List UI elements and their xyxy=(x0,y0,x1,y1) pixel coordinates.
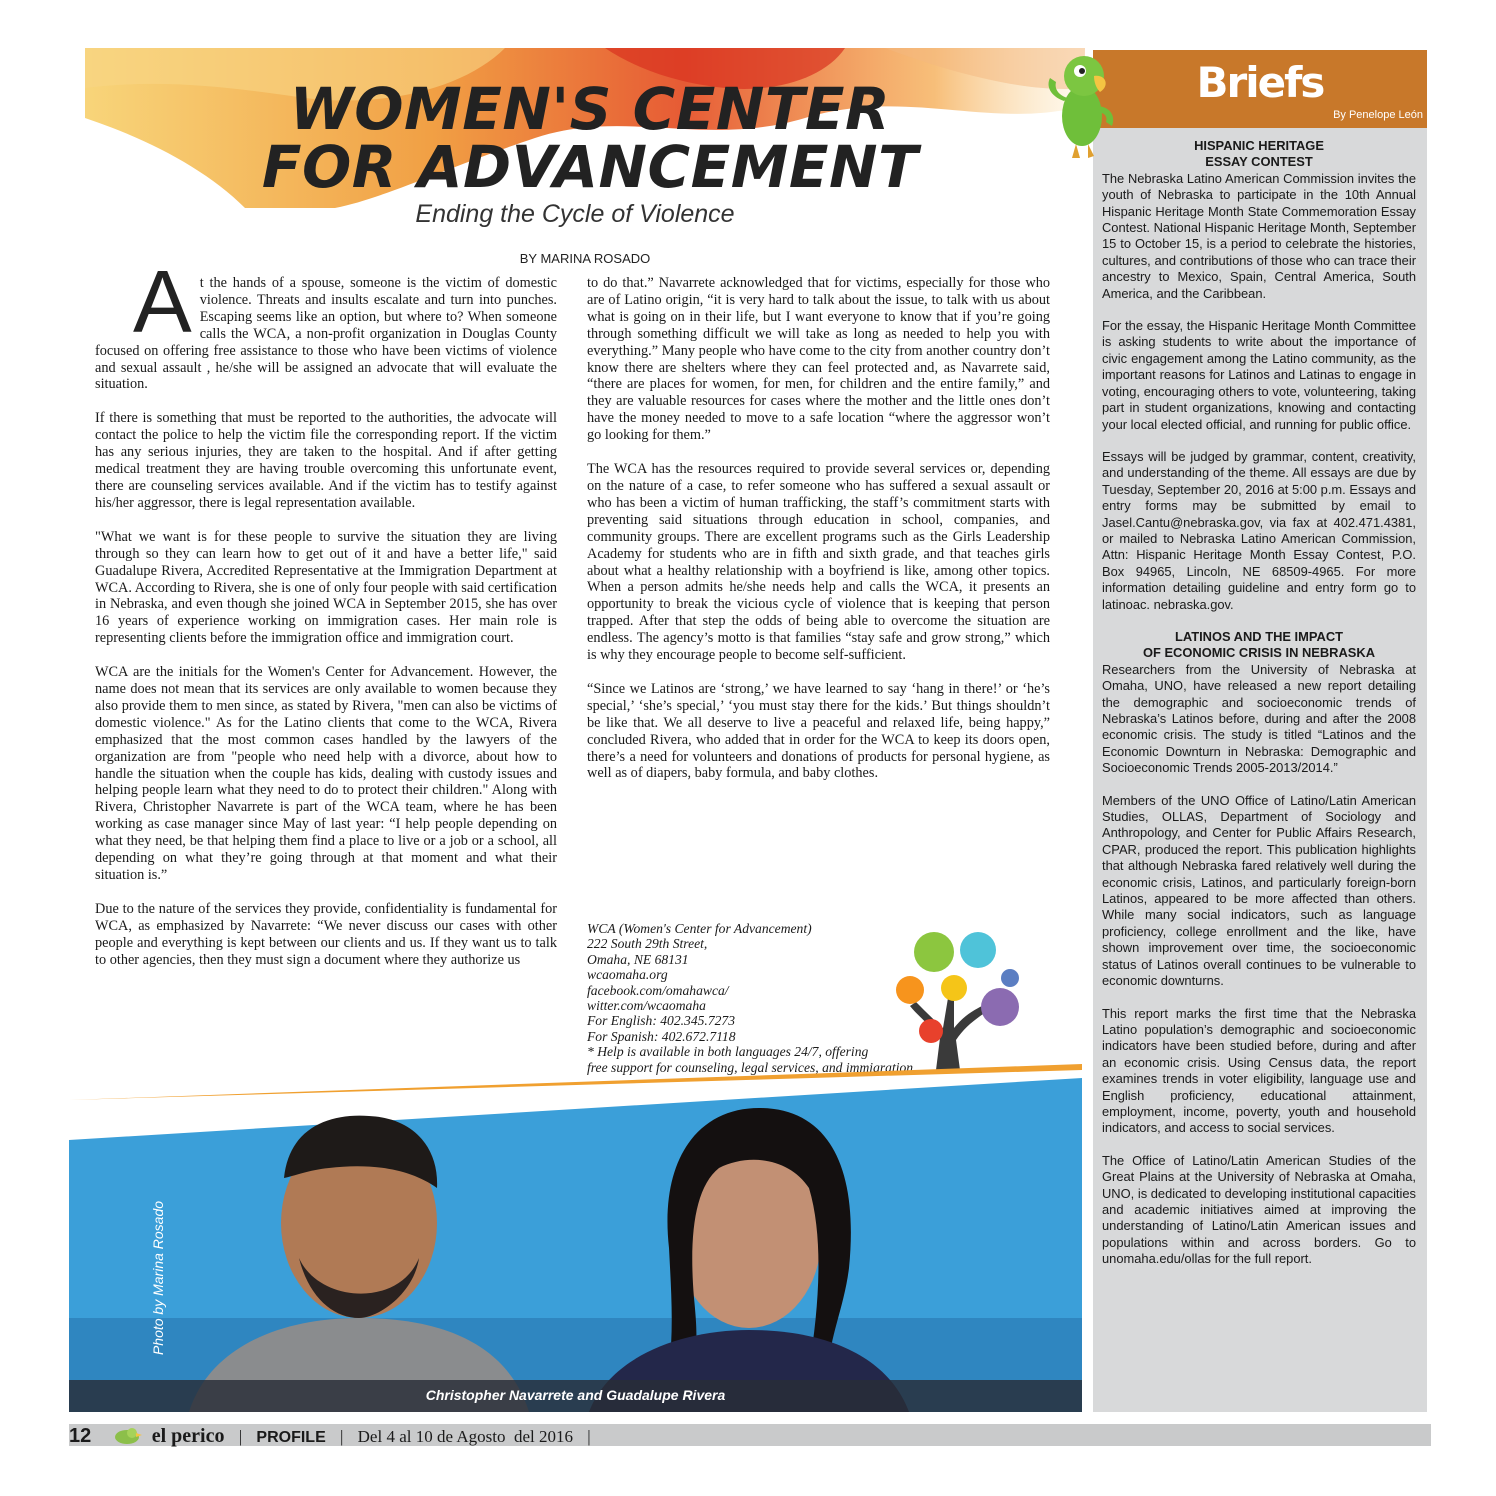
paragraph-6: to do that.” Navarrete acknowledged that for victims, especially for those who are of Latino origin, “it is very hard to talk about the issue, to talk with us about what is going on in their life, but I want everyone to know that if you’re going through something difficult we will take as long as needed to help you with everything.” Many people who have come to the city from another country don’t know there are shelters where they can feel protected and, as Navarrete said, “there are places for women, for men, for children and the entire family,” and they are valuable resources for cases where the mother and the little ones don’t have the money needed to move to a safe location “where the aggressor won’t go looking for them.” xyxy=(587,275,1050,444)
article-headline: WOMEN'S CENTER FOR ADVANCEMENT xyxy=(261,75,919,201)
brief-paragraph: Essays will be judged by grammar, content, creativity, and understanding of the theme. All essays are due by Tuesday, September 20, 2016 at 5:00 p.m. Essays and entry forms may be submitted by email to Jasel.Cantu@nebraska.gov, via fax at 402.471.4381, or mailed to Nebraska Latino American Commission, Attn: Hispanic Heritage Month Essay Contest, P.O. Box 94965, Lincoln, NE 68509-4965. For more information detailing guideline and entry form go to latinoac. nebraska.gov. xyxy=(1102,448,1416,612)
briefs-author: By Penelope León xyxy=(1333,109,1423,121)
contact-facebook: facebook.com/omahawca/ xyxy=(587,982,729,998)
brief-paragraph: The Office of Latino/Latin American Studies of the Great Plains at the University of Nebraska at Omaha, UNO, is dedicated to developing institutional capacities and academic initiatives aimed at improving the understanding of Latino/Latin American issues and populations within and across borders. Go to unomaha.edu/ollas for the full report. xyxy=(1102,1152,1416,1267)
paragraph-5: Due to the nature of the services they provide, confidentiality is fundamental for WCA, as emphasized by Navarrete: “We never discuss our cases with other people and everything is kept between our clients and us. If they want us to talk to other agencies, then they must sign a document where they authorize us xyxy=(95,900,557,968)
contact-twitter: witter.com/wcaomaha xyxy=(587,998,706,1014)
contact-note: free support for counseling, legal services, and immigration. xyxy=(587,1059,917,1075)
brief-paragraph: This report marks the first time that the Nebraska Latino population’s demographic and socioeconomic indicators have been studied before, during and after an economic crisis. Using Census data, the report examines trends in voter eligibility, language use and English proficiency, educational attainment, employment, income, poverty, youth and household indicators, and access to social services. xyxy=(1102,1005,1416,1136)
photo-credit: Photo by Marina Rosado xyxy=(150,1200,166,1356)
page-footer xyxy=(69,1425,601,1447)
staff-photo xyxy=(69,1068,1082,1412)
paragraph-7: The WCA has the resources required to provide several services or, depending on the nature of a case, to refer someone who has suffered a sexual assault or who has been a victim of human trafficking, the staff’s commitment starts with preventing said situations through education in school, companies, and community groups. There are excellent programs such as the Girls Leadership Academy for students who are in fifth and sixth grade, and that teaches girls about what a healthy relationship with a boyfriend is like, among other topics. When a person admits he/she needs help and calls the WCA, it presents an opportunity to break the vicious cycle of violence that is keeping that person trapped. After that step the odds of being able to overcome the situation are endless. The agency’s motto is that families “stay safe and grow strong,” which is why they encourage people to become self-sufficient. xyxy=(587,461,1050,664)
parrot-logo-icon xyxy=(110,1425,144,1445)
footer-separator: | xyxy=(587,1427,591,1446)
contact-english-phone: For English: 402.345.7273 xyxy=(587,1013,736,1029)
paragraph-2: If there is something that must be reported to the authorities, the advocate will contact the police to help the victim file the corresponding report. If the victim has any serious injuries, they are taken to the hospital. And if after getting medical treatment they are having trouble overcoming this unfortunate event, there are counseling services available. And if the victim has to testify against his/her aggressor, there is legal representation available. xyxy=(95,410,557,511)
article-column-1 xyxy=(95,252,557,986)
brief-paragraph: Researchers from the University of Nebraska at Omaha, UNO, have released a new report detailing the demographic and socioeconomic trends of Nebraska’s Latinos before, during and after the 2008 economic crisis. The study is titled “Latinos and the Economic Downturn in Nebraska: Demographic and Socioeconomic Trends 2005-2013/2014.” xyxy=(1102,661,1416,776)
article-byline: BY MARINA ROSADO xyxy=(519,251,651,266)
brief-heading-economic-crisis: LATINOS AND THE IMPACT OF ECONOMIC CRISIS IN NEBRASKA xyxy=(1142,628,1376,661)
brief-heading-essay-contest: HISPANIC HERITAGE ESSAY CONTEST xyxy=(1194,138,1324,170)
brief-paragraph: For the essay, the Hispanic Heritage Month Committee is asking students to write about the importance of civic engagement among the Latino community, as the important reasons for Latinos and Latinas to engage in voting, encouraging others to vote, volunteering, taking part in student organizations, knowing and contacting your local elected official, and running for public office. xyxy=(1102,318,1416,432)
photo-caption: Christopher Navarrete and Guadalupe Rivera xyxy=(425,1387,726,1403)
paragraph-1: t the hands of a spouse, someone is the victim of domestic violence. Threats and insults escalate and turn into punches. Escaping seems like an option, but where to? When someone calls the WCA, a non-profit organization in Douglas County focused on offering free assistance to those who have been victims of violence and sexual assault , he/she will be assigned an advocate that will evaluate the situation. xyxy=(95,275,557,393)
brief-paragraph: Members of the UNO Office of Latino/Latin American Studies, OLLAS, Department of Sociology and Anthropology, and Center for Public Affairs Research, CPAR, produced the report. This publication highlights that although Nebraska fared relatively well during the economic crisis, Latinos, and particularly foreign-born Latinos, appeared to be more affected than others. While many social indicators, such as language proficiency, college enrollment and the like, have shown improvement over time, the socioeconomic status of Latinos overall continues to be vulnerable to economic downturns. xyxy=(1102,792,1416,989)
footer-separator: | xyxy=(238,1427,243,1446)
paragraph-8: “Since we Latinos are ‘strong,’ we have learned to say ‘hang in there!’ or ‘he’s special,’ ‘she’s special,’ ‘you must stay there for the kids.’ But things shouldn’t be like that. We all deserve to live a peaceful and relaxed life, being happy,” concluded Rivera, who added that in order for the WCA to keep its doors open, there’s a need for volunteers and donations of products for personal hygiene, as well as of diapers, baby formula, and baby clothes. xyxy=(587,680,1050,782)
page-number: 12 xyxy=(69,1425,92,1447)
briefs-column xyxy=(1102,138,1416,1284)
paragraph-3: "What we want is for these people to survive the situation they are living through so they can learn how to get out of it and have a better life," said Guadalupe Rivera, Accredited Representative at the Immigration Department at WCA. According to Rivera, she is one of only four people with said certification in Nebraska, and even though she joined WCA in September 2015, she has over 16 years of experience working on immigration cases. Her main role is representing clients before the immigration office and immigration court. xyxy=(95,528,557,647)
paragraph-4: WCA are the initials for the Women's Center for Advancement. However, the name does not mean that its services are only available to women because they also provide them to men since, as stated by Rivera, "men can also be victims of domestic violence." As for the Latino clients that come to the WCA, Rivera emphasized that the most common cases handled by the lawyers of the organization are from "people who need help with a divorce, about how to handle the situation when the couple has kids, dealing with custody issues and helping people learn what they need to do to protect their children." Along with Rivera, Christopher Navarrete is part of the WCA team, where he has been working as case manager since May of last year: “I help people depending on what they need, be that helping them find a place to live or a job or a school, all depending on what they’re going through at that moment and what their situation is.” xyxy=(95,664,557,883)
contact-line: Omaha, NE 68131 xyxy=(587,951,689,967)
contact-line: WCA (Women's Center for Advancement) xyxy=(587,921,812,936)
contact-note: * Help is available in both languages 24/7, offering xyxy=(587,1044,869,1060)
paper-name: el perico xyxy=(151,1425,225,1447)
article-column-2 xyxy=(587,275,1050,799)
briefs-title: Briefs xyxy=(1196,58,1324,107)
brief-paragraph: The Nebraska Latino American Commission invites the youth of Nebraska to participate in the 10th Annual Hispanic Heritage Month State Commemoration Essay Contest. National Hispanic Heritage Month, September 15 to October 15, is a period to celebrate the histories, cultures, and contributions of those who can trace their ancestry to Mexico, Spain, Central America, South America, and the Caribbean. xyxy=(1102,170,1416,301)
contact-line: 222 South 29th Street, xyxy=(587,936,708,952)
footer-separator: | xyxy=(340,1427,344,1446)
contact-website: wcaomaha.org xyxy=(587,967,668,983)
drop-cap: A xyxy=(133,252,192,351)
wca-tree-logo xyxy=(888,928,1023,1070)
section-name: PROFILE xyxy=(256,1429,326,1446)
contact-spanish-phone: For Spanish: 402.672.7118 xyxy=(587,1028,736,1044)
article-subheadline: Ending the Cycle of Violence xyxy=(415,200,735,228)
issue-date: Del 4 al 10 de Agosto del 2016 xyxy=(357,1427,573,1446)
